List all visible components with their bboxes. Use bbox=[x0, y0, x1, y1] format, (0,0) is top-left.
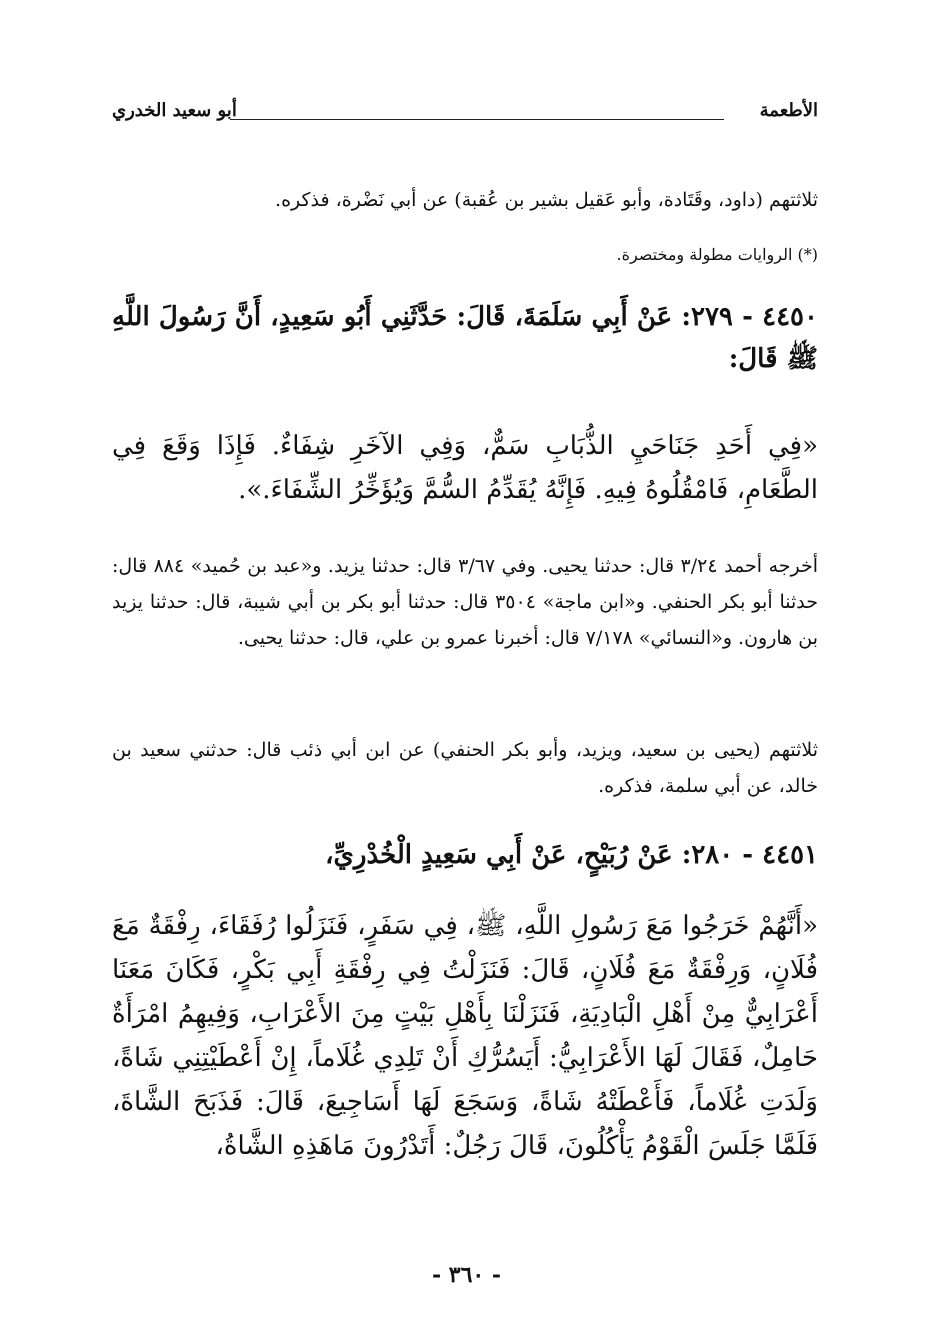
hadith-4451-heading: ٤٤٥١ - ٢٨٠: عَنْ رُبَيْحٍ، عَنْ أَبِي سَعِيدٍ الْخُدْرِيِّ، bbox=[325, 840, 818, 870]
takhrij-4450: أخرجه أحمد ٣/٢٤ قال: حدثنا يحيى. وفي ٣/٦٧ قال: حدثنا يزيد. و«عبد بن حُميد» ٨٨٤ قال: حدثنا أبو بكر الحنفي. و«ابن ماجة» ٣٥٠٤ قال: حدثنا أبو بكر بن أبي شيبة، قال: حدثنا يزيد بن هارون. و«النسائي» ٧/١٧٨ قال: أخبرنا عمرو بن علي، قال: حدثنا يحيى. bbox=[112, 555, 819, 649]
header-rule bbox=[230, 119, 724, 120]
summary-4450: ثلاثتهم (يحيى بن سعيد، ويزيد، وأبو بكر الحنفي) عن ابن أبي ذئب قال: حدثني سعيد بن خالد، عن أبي سلمة، فذكره. bbox=[112, 739, 818, 797]
hadith-4451-text: «أَنَّهُمْ خَرَجُوا مَعَ رَسُولِ اللَّهِ، ﷺ، فِي سَفَرٍ، فَنَزَلُوا رُفَقَاءَ، رِفْقَةٌ مَعَ فُلَانٍ، وَرِفْقَةٌ مَعَ فُلَانٍ، قَالَ: فَنَزَلْتُ فِي رِفْقَةِ أَبِي بَكْرٍ، فَكَانَ مَعَنَا أَعْرَابِيٌّ مِنْ أَهْلِ الْبَادِيَةِ، فَنَزَلْنَا بِأَهْلِ بَيْتٍ مِنَ الأَعْرَابِ، وَفِيهِمُ امْرَأَةٌ حَامِلٌ، فَقَالَ لَهَا الأَعْرَابِيُّ: أَيَسُرُّكِ أَنْ تَلِدِي غُلَاماً، إِنْ أَعْطَيْتِنِي شَاةً، وَلَدَتِ غُلَاماً، فَأَعْطَتْهُ شَاةً، وَسَجَعَ لَهَا أَسَاجِيعَ، قَالَ: فَذَبَحَ الشَّاةَ، فَلَمَّا جَلَسَ الْقَوْمُ يَأْكُلُونَ، قَالَ رَجُلٌ: أَتَدْرُونَ مَاهَذِهِ الشَّاةُ، bbox=[112, 911, 818, 1161]
page-number: - ٣٦٠ - bbox=[431, 1262, 502, 1288]
hadith-4450-text: «فِي أَحَدِ جَنَاحَيِ الذُّبَابِ سَمٌّ، وَفِي الآخَرِ شِفَاءٌ. فَإِذَا وَقَعَ فِي الطَّعَامِ، فَامْقُلُوهُ فِيهِ. فَإِنَّهُ يُقَدِّمُ السُّمَّ وَيُؤَخِّرُ الشِّفَاءَ.». bbox=[112, 431, 818, 505]
chapter-title: الأطعمة bbox=[759, 100, 818, 121]
intro-line: ثلاثتهم (داود، وقَتَادة، وأبو عَقيل بشير بن عُقبة) عن أبي نَضْرة، فذكره. bbox=[275, 189, 818, 211]
running-header bbox=[112, 100, 818, 130]
intro-footnote: (*) الروايات مطولة ومختصرة. bbox=[616, 245, 818, 264]
hadith-4450-heading: ٤٤٥٠ - ٢٧٩: عَنْ أَبِي سَلَمَةَ، قَالَ: حَدَّثَنِي أَبُو سَعِيدٍ، أَنَّ رَسُولَ اللَّهِ ﷺ قَالَ: bbox=[112, 302, 818, 374]
narrator-title: أبو سعيد الخدري bbox=[112, 100, 237, 121]
